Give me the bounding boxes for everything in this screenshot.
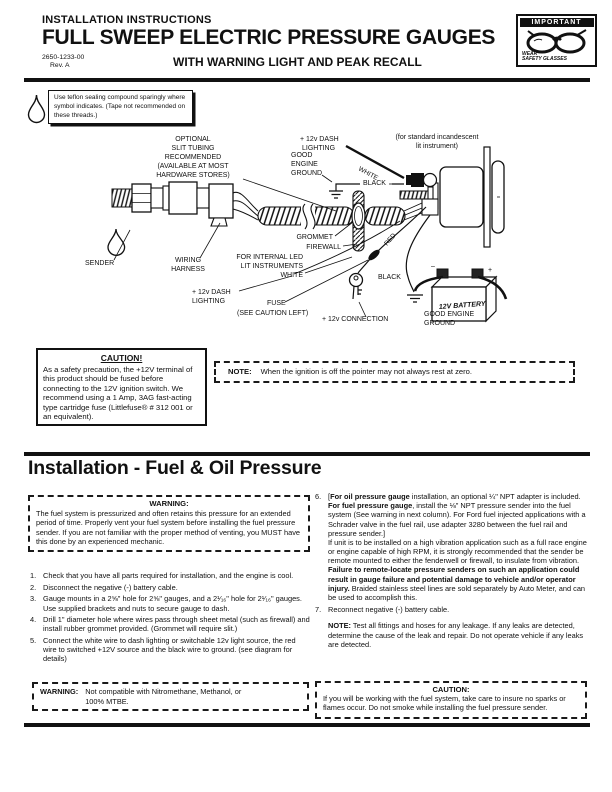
label-fuse: FUSE bbox=[267, 300, 286, 307]
note-label: NOTE: bbox=[228, 367, 252, 376]
sender-droplet-icon bbox=[108, 229, 125, 255]
label-grommet: GROMMET bbox=[296, 234, 333, 241]
label-led-note: FOR INTERNAL LED bbox=[236, 254, 303, 261]
caution-text: If you will be working with the fuel system, take care to insure no sparks or flames occur. Do not smoke while installing the fuel pressure sender. bbox=[323, 694, 566, 713]
caution-title: CAUTION! bbox=[100, 353, 143, 363]
wiring-diagram bbox=[0, 127, 612, 351]
teflon-note-text: Use teflon sealing compound sparingly where symbol indicates. (Tape not recommended on these threads.) bbox=[54, 94, 186, 119]
harness-wires bbox=[233, 192, 258, 220]
label-dash-lighting-bottom: + 12v DASH bbox=[192, 289, 231, 296]
bottom-ground-symbol bbox=[407, 295, 423, 302]
part-number-block bbox=[42, 54, 84, 71]
caution-fuse-box bbox=[36, 348, 207, 426]
battery-minus-sign: – bbox=[431, 263, 435, 270]
important-badge-caption: WEAR SAFETY GLASSES bbox=[522, 50, 567, 63]
label-sender: SENDER bbox=[85, 260, 115, 267]
svg-text:SLIT TUBING: SLIT TUBING bbox=[171, 145, 215, 152]
svg-text:lit instrument): lit instrument) bbox=[415, 143, 459, 150]
svg-text:GROUND: GROUND bbox=[424, 320, 456, 327]
header-rule bbox=[24, 78, 590, 82]
label-black-bottom: BLACK bbox=[378, 274, 401, 281]
right-column bbox=[315, 492, 588, 649]
svg-text:HARDWARE STORES): HARDWARE STORES) bbox=[156, 172, 230, 179]
svg-text:LIGHTING: LIGHTING bbox=[302, 145, 336, 152]
teflon-note-box bbox=[48, 90, 193, 124]
label-black-top: BLACK bbox=[363, 180, 386, 187]
svg-text:(AVAILABLE AT MOST: (AVAILABLE AT MOST bbox=[157, 163, 229, 170]
svg-text:RECOMMENDED: RECOMMENDED bbox=[164, 154, 222, 161]
caution-text: As a safety precaution, the +12V terminal of this product should be fused before connecting to the 12V ignition switch. We recommend using a 1 Amp, 3AG fast-acting type cartridge fuse (Littlefuse® # 312 001 or an equivalent). bbox=[43, 365, 193, 421]
battery-label: 12V BATTERY bbox=[438, 300, 486, 311]
label-12v-connection: + 12v CONNECTION bbox=[322, 316, 389, 323]
doc-kicker: INSTALLATION INSTRUCTIONS bbox=[42, 14, 212, 26]
step-7: 7. Reconnect negative (-) battery cable. bbox=[315, 605, 450, 615]
svg-text:LIGHTING: LIGHTING bbox=[192, 298, 226, 305]
section-rule bbox=[24, 452, 590, 456]
gauge-connector-drawing bbox=[422, 199, 438, 215]
label-white-wire: WHITE bbox=[357, 165, 380, 183]
step-3: 3. Gauge mounts in a 2⅝" hole for 2⅝" gauges, and a 2¹⁄₁₆" hole for 2¹⁄₁₆" gauges. Use supplied brackets and nuts to secure gauge to dash. bbox=[30, 594, 302, 613]
svg-text:WHITE: WHITE bbox=[280, 272, 303, 279]
gauge-drawing bbox=[400, 147, 504, 247]
svg-text:ENGINE: ENGINE bbox=[291, 161, 318, 168]
svg-text:GROUND: GROUND bbox=[291, 170, 323, 177]
svg-text:LIT INSTRUMENTS: LIT INSTRUMENTS bbox=[240, 263, 303, 270]
compatibility-warning-box bbox=[32, 682, 309, 711]
sender-drawing bbox=[112, 182, 233, 226]
svg-text:HARNESS: HARNESS bbox=[171, 266, 205, 273]
label-wiring-harness: WIRING bbox=[174, 257, 202, 264]
revision: Rev. A bbox=[50, 62, 70, 70]
step-5: 5. Connect the white wire to dash lighting or switchable 12v light source, the red wire to switched +12V source and the black wire to ground. (see diagram for details) bbox=[30, 636, 296, 664]
important-safety-badge bbox=[516, 14, 597, 67]
doc-title: FULL SWEEP ELECTRIC PRESSURE GAUGES bbox=[42, 26, 496, 49]
teflon-droplet-icon bbox=[27, 94, 46, 124]
battery-plus-sign: + bbox=[488, 267, 493, 274]
footer-rule bbox=[24, 723, 590, 727]
note-text: When the ignition is off the pointer may not always rest at zero. bbox=[260, 367, 472, 376]
doc-subtitle: WITH WARNING LIGHT AND PEAK RECALL bbox=[173, 55, 422, 69]
step-6: 6. [For oil pressure gauge installation, an optional ¼" NPT adapter is included. For fuel pressure gauge, install the ⅛" NPT pressure sender into the fuel system (See warning in next column). For Ford fuel injected applications with a Schrader valve in the fuel rail, use adapter 3280 between the fuel rail and pressure sender.] If unit is to be installed on a high vibration application such as a full race engine or engine capable of high RPM, it is strongly recommended that the sender be remote mounted to either the fenderwell or firewall, to insulate from vibration. Failure to remote-locate pressure senders on such an application could result in gauge failure and potential damage to vehicle and/or operator injury. Braided stainless steel lines are sold separately by Auto Meter, and can be used to accomplish this. bbox=[315, 492, 587, 602]
pointer-note-box bbox=[214, 361, 575, 383]
label-red-wire: RED bbox=[383, 232, 398, 248]
leak-note: NOTE: Test all fittings and hoses for any leakage. If any leaks are detected, determine the cause of the leak and repair. Do not operate vehicle if any leaks are detected. bbox=[328, 621, 584, 649]
dash-panel-drawing bbox=[484, 147, 490, 247]
label-ground-bottom: GOOD ENGINE bbox=[424, 311, 475, 318]
fuel-warning-box bbox=[28, 495, 310, 552]
step-6-text: [For oil pressure gauge installation, an optional ¼" NPT adapter is included. For fuel pressure gauge, install the ⅛" NPT pressure sender into the fuel system (See warning in next column). For Ford fuel injected applications with a Schrader valve in the fuel rail, use adapter 3280 between the fuel rail and pressure sender.] If unit is to be installed on a high vibration application such as a full race engine or engine capable of high RPM, it is strongly recommended that the sender be remote mounted to either the fenderwell or firewall, to insulate from vibration. Failure to remote-locate pressure senders on such an application could result in gauge failure and potential damage to vehicle and/or operator injury. Braided stainless steel lines are sold separately by Auto Meter, and can be used to accomplish this. bbox=[328, 492, 587, 602]
label-ground-top: GOOD bbox=[291, 152, 313, 159]
part-number: 2650-1233-00 bbox=[42, 54, 85, 61]
coil-tubing-drawing bbox=[258, 203, 405, 229]
label-firewall: FIREWALL bbox=[306, 244, 341, 251]
warning-text: The fuel system is pressurized and often retains this pressure for an extended period of time. Properly vent your fuel system before installing the fuel pressure sender. If you are not familiar with the proper method of venting, you MUST have this done by an experienced mechanic. bbox=[36, 509, 301, 546]
warning-text: Not compatible with Nitromethane, Methanol, or 100% MTBE. bbox=[85, 687, 242, 706]
label-slit-tubing: OPTIONAL bbox=[175, 136, 211, 143]
warning-label: WARNING: bbox=[40, 687, 79, 696]
svg-text:(SEE CAUTION LEFT): (SEE CAUTION LEFT) bbox=[237, 310, 309, 317]
ignition-key-icon bbox=[350, 274, 363, 300]
sparks-caution-box bbox=[315, 681, 587, 719]
label-incandescent: (for standard incandescent bbox=[395, 134, 479, 141]
warning-label: WARNING: bbox=[149, 499, 189, 508]
label-dash-lighting-top: + 12v DASH bbox=[300, 136, 339, 143]
bulb-socket-drawing bbox=[406, 173, 437, 187]
mounting-stud-drawing bbox=[400, 191, 432, 199]
install-steps bbox=[30, 571, 311, 666]
step-1: 1. Check that you have all parts required for installation, and the engine is cool. bbox=[30, 571, 294, 580]
caution-label: CAUTION: bbox=[432, 685, 470, 694]
section-title: Installation - Fuel & Oil Pressure bbox=[28, 457, 322, 479]
step-2: 2. Disconnect the negative (-) battery cable. bbox=[30, 582, 178, 592]
important-badge-title: IMPORTANT bbox=[520, 18, 594, 27]
step-4: 4. Drill 1" diameter hole where wires pass through sheet metal (such as firewall) and install rubber grommet provided. (Grommet will require slit.) bbox=[30, 615, 310, 634]
